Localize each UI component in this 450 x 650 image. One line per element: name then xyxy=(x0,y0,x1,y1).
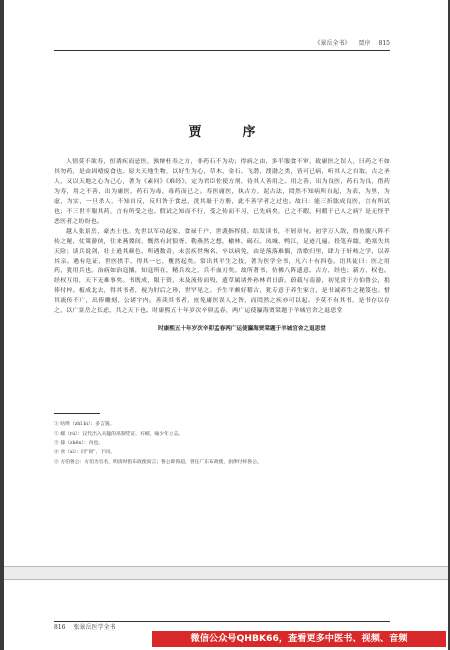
promo-banner: 微信公众号QHBK66，查看更多中医书、视频、音频 xyxy=(152,631,446,647)
preface-body xyxy=(54,158,390,317)
running-header xyxy=(54,40,390,48)
next-page-number: 816 xyxy=(54,624,66,631)
footnote-rule xyxy=(54,413,100,414)
header-rule xyxy=(54,50,390,51)
next-page-rule xyxy=(54,621,390,622)
book-page xyxy=(54,40,390,467)
paragraph-1: 人情莫不欲寿，恒诱疾而忌医，孰辩枉寿之方，非药石不为功；得病之由，多半服食不审，致庸医之误人，曰药之不如其勿药，是由因噎废食也。原夫天地生物，以好生为心，草木、金石、飞潜、溲渤之类，皆可已病，听其人之自取。古之圣人，又以天地之心为己心，著为《素问》《难经》，定为君臣佐使方剂，待其人善用之。用之善，出为良医，药石为良，借药为寿，用之不善，出为庸医，药石为毒，毒药而已之。寿医庸医，执古方，泥古法，罔然不知病所自起，为表，为里，为虚，为实，一旦杀人，不知自反，反归咎于食忌，洗其耻于方册，此不善学者之过也。故曰：能三折肱成良医，言有所试也；不三世不服其药，言有所受之也。假试之知而不行，受之传而不习，已先病矣，已之不暇，何暇于已人之病？是无怪乎恶医者之纷纷也。 xyxy=(54,159,390,225)
paragraph-2: 越人张景岳，豪杰士也。先世以军功起家，食禄千户，世袭指挥使。结发读书，不屑章句。初学万人敌，得鱼腹八阵不传之秘，仗策游侠，往来燕冀间，慨然有封狼胥、勒燕然之想，榆林、碣石、凤城、鸭江，足迹几遍。投笔弃繻，绝塞失其天险；谈兵说剑，壮士逊其颜色。所遇数奇，未尝疾世殉名，卒以病免，由是落落难偶，浩歌归里，肆力于轩岐之学，以养其亲。遇有危证，世医拱手，得其一匕，矍然起矣。常出其平生之技，著为医学全书，凡六十有四卷。语其徒曰：医之用药，犹用兵也。治病如治寇攘，知寇所在，精兵攻之，兵不血刃矣。故所著书，仿佛八阵遗意。古方，经也；新方，权也。经权互用，天下无难事矣。书既成，限于资，未及流传而殁，遗草属诸外孙林君日蔚。蔚载与南游，初见赏于方伯鲁公，捐俸付梓。板成北去，得其书者，视为肘后之珍，世罕见之。予生平颇好稽古，犹专意于养生家言，是书诚养生之秘笈也。惜其流传不广，出俸雕刻，公诸宇内。善读其书者，庶免庸医误人之咎，而罔然之疾亦可以起。予莫不有其书，是书存以存之，以广景岳之长虑，共之天下也。时康熙五十年岁次辛卯孟春，两广运使瀛海贾棠题于羊城官舍之退思堂 xyxy=(54,228,390,315)
next-page-header xyxy=(54,624,115,632)
footnotes xyxy=(54,420,390,467)
next-page-book-title: 张景岳医学全书 xyxy=(73,624,116,631)
footnote-2: ② 繻（rú）：汉代出入关隘的帛制凭证，弃繻，喻少年立志。 xyxy=(54,431,184,437)
header-page-number: 815 xyxy=(378,40,390,47)
page-title: 贾 序 xyxy=(188,125,270,140)
footnote-5: ⑤ 方伯鲁公：方伯为官名，明清时指布政使而言；鲁公即鲁超，曾任广东布政使，捐俸付梓鲁公。 xyxy=(54,459,262,465)
viewer-left-edge xyxy=(0,0,4,650)
header-section: 贾序 xyxy=(358,40,371,47)
footnote-3: ③ 獉（zhēn）：丙也。 xyxy=(54,441,104,447)
page-separator xyxy=(4,566,448,580)
footnote-4: ④ 食（sì）：同“饲”，下同。 xyxy=(54,450,115,456)
header-book-title: 《景岳全书》 xyxy=(314,40,351,47)
footnote-1: ① 咕哔（zhǐ bì）：多言貌。 xyxy=(54,422,115,428)
dateline: 时康熙五十年岁次辛卯孟春两广运使瀛海贾棠题于羊城官舍之退思堂 xyxy=(158,326,326,333)
